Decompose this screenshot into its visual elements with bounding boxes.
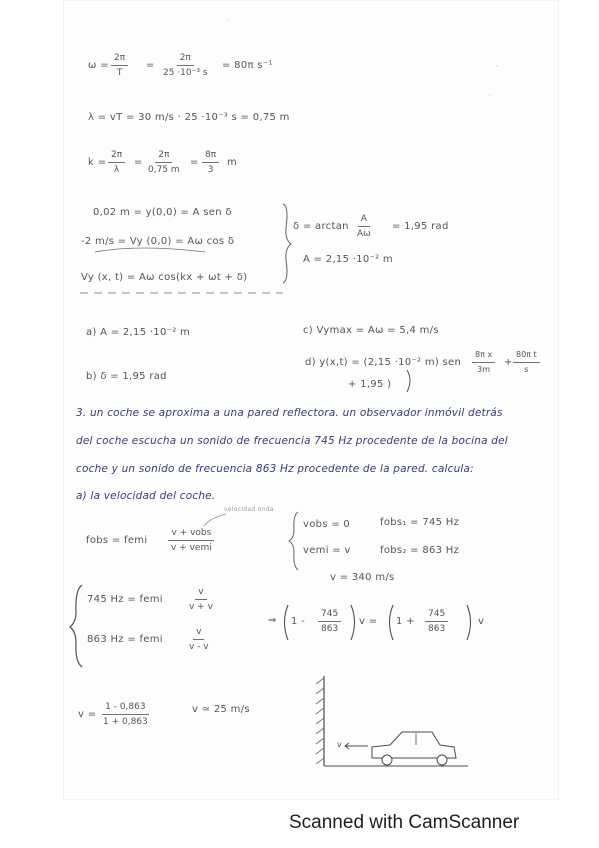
- paren2-fraction: [425, 608, 448, 635]
- amplitude-value: A = 2,15 ·10⁻² m: [303, 254, 393, 265]
- result-den: 1 + 0,863: [103, 717, 148, 727]
- k-frac2-den: 0,75 m: [148, 165, 180, 175]
- d-frac2-num: 80π t: [513, 349, 540, 363]
- delta-lhs: δ = arctan: [293, 221, 349, 232]
- eq1-num: v: [195, 586, 206, 600]
- lambda-equation: λ = vT = 30 m/s · 25 ·10⁻³ s = 0,75 m: [88, 112, 290, 123]
- doppler-vobs: vobs = 0: [303, 519, 351, 530]
- omega-rhs: = 80π s⁻¹: [222, 60, 273, 71]
- result-num: 1 - 0,863: [102, 701, 148, 715]
- result-fraction: [100, 701, 151, 728]
- problem-3-line-3: coche y un sonido de frecuencia 863 Hz procedente de la pared. calcula:: [76, 463, 474, 475]
- k-frac1-den: λ: [113, 165, 120, 175]
- answer-a: a) A = 2,15 ·10⁻² m: [86, 327, 191, 338]
- system-line-2: -2 m/s = Vy (0,0) = Aω cos δ: [81, 236, 235, 247]
- eq2-den: v - v: [189, 642, 209, 652]
- omega-lhs: ω =: [88, 60, 109, 71]
- result-lhs: v =: [78, 709, 97, 720]
- doppler-vemi: vemi = v: [303, 545, 351, 556]
- problem-3-line-1: 3. un coche se aproxima a una pared reflectora. un observador inmóvil detrás: [76, 407, 503, 419]
- problem-3-line-2: del coche escucha un sonido de frecuencia 745 Hz procedente de la bocina del: [76, 435, 508, 447]
- eq2-num: v: [193, 626, 204, 640]
- doppler-lhs: fobs = femi: [86, 535, 148, 546]
- k-unit: m: [227, 157, 238, 168]
- answer-d-fraction-1: [472, 349, 495, 376]
- eq1-den: v + v: [189, 602, 213, 612]
- k-eq1: =: [134, 157, 143, 168]
- doppler-annotation: velocidad onda: [224, 506, 274, 513]
- problem-3-sub-a: a) la velocidad del coche.: [76, 490, 216, 502]
- eq2-lhs: 863 Hz = femi: [87, 634, 163, 645]
- delta-frac-num: A: [358, 213, 370, 227]
- k-fraction-2: [145, 149, 183, 176]
- k-eq2: =: [190, 157, 199, 168]
- answer-b: b) δ = 1,95 rad: [86, 371, 167, 382]
- doppler-fobs-1: fobs₁ = 745 Hz: [380, 517, 460, 528]
- delta-frac-den: Aω: [357, 229, 371, 239]
- camscanner-watermark: Scanned with CamScanner: [289, 812, 520, 833]
- omega-eq1: =: [146, 60, 155, 71]
- answer-d-plus: +: [504, 357, 513, 368]
- vy-formula: Vy (x, t) = Aω cos(kx + ωt + δ): [81, 272, 248, 283]
- d-frac2-den: s: [524, 365, 529, 374]
- answer-d-end: + 1,95 ): [348, 379, 392, 390]
- eq1-lhs: 745 Hz = femi: [87, 594, 163, 605]
- paren1-fraction: [318, 608, 341, 635]
- p1-num: 745: [318, 608, 341, 622]
- doppler-den: v + vemi: [171, 543, 212, 553]
- omega-frac2-num: 2π: [177, 52, 194, 66]
- answer-c: c) Vymax = Aω = 5,4 m/s: [303, 325, 439, 336]
- delta-rhs: = 1,95 rad: [392, 221, 449, 232]
- answer-d-fraction-2: [513, 349, 540, 376]
- k-lhs: k =: [88, 157, 107, 168]
- d-frac1-den: 3m: [477, 365, 491, 374]
- k-frac2-num: 2π: [155, 149, 172, 163]
- doppler-fobs-2: fobs₂ = 863 Hz: [380, 545, 460, 556]
- omega-fraction-1: [111, 52, 128, 79]
- eq1-fraction: [186, 586, 216, 613]
- result-rhs: v ≃ 25 m/s: [192, 704, 250, 715]
- p1-den: 863: [321, 624, 339, 634]
- car-velocity-label: v: [337, 740, 343, 749]
- d-frac1-num: 8π x: [472, 349, 495, 363]
- delta-fraction: [354, 213, 374, 240]
- k-frac3-den: 3: [207, 165, 214, 175]
- k-frac1-num: 2π: [108, 149, 125, 163]
- omega-frac1-den: T: [116, 68, 123, 78]
- omega-fraction-2: [160, 52, 211, 79]
- middle-v: v =: [359, 616, 378, 627]
- eq2-fraction: [186, 626, 212, 653]
- paren1-start: 1 -: [291, 616, 306, 627]
- sound-speed: v = 340 m/s: [330, 572, 395, 583]
- end-v: v: [478, 616, 485, 627]
- p2-den: 863: [428, 624, 446, 634]
- doppler-fraction: [168, 527, 215, 554]
- omega-frac1-num: 2π: [111, 52, 128, 66]
- implies-arrow: ⇒: [268, 615, 277, 626]
- paren2-start: 1 +: [396, 616, 415, 627]
- p2-num: 745: [425, 608, 448, 622]
- k-fraction-3: [202, 149, 219, 176]
- k-frac3-num: 8π: [202, 149, 219, 163]
- answer-d-start: d) y(x,t) = (2,15 ·10⁻² m) sen: [305, 357, 462, 368]
- system-line-1: 0,02 m = y(0,0) = A sen δ: [93, 207, 232, 218]
- k-fraction-1: [108, 149, 125, 176]
- omega-frac2-den: 25 ·10⁻³ s: [163, 68, 208, 78]
- doppler-num: v + vobs: [168, 527, 214, 541]
